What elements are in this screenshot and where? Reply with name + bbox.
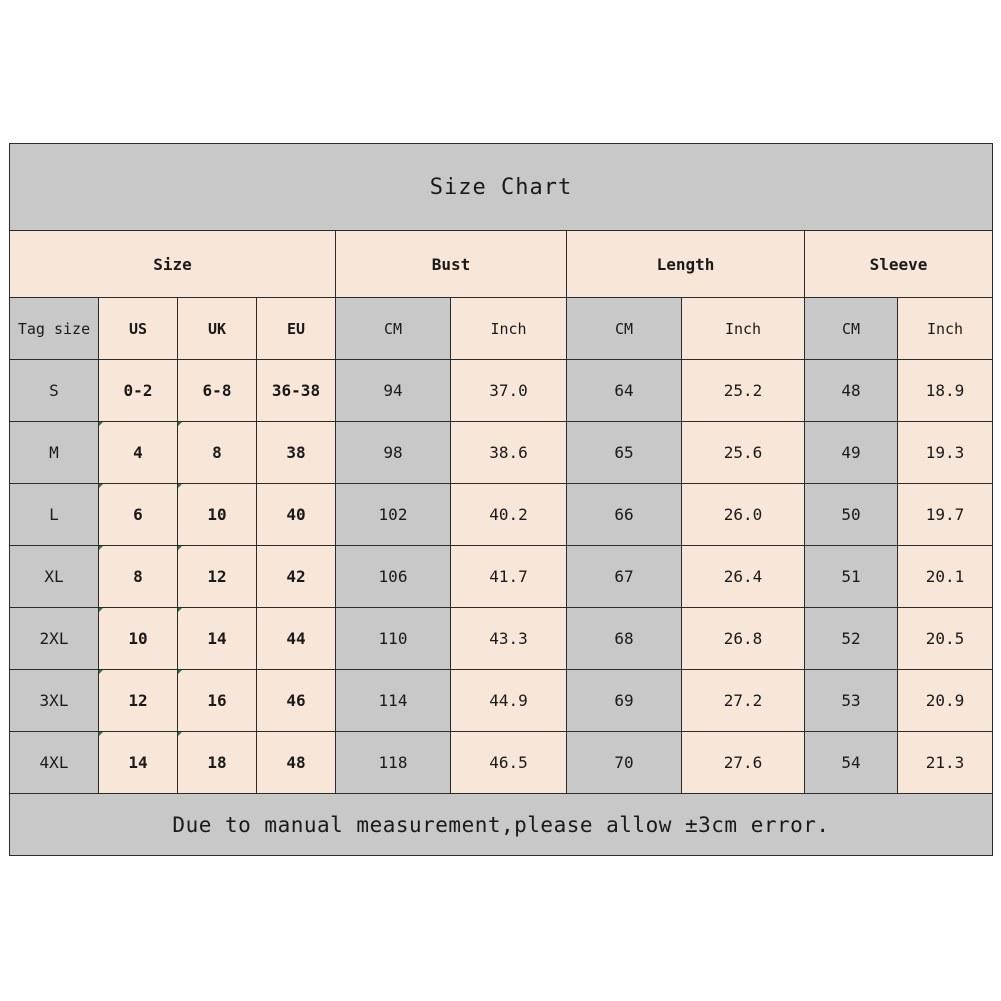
- table-row: [10, 484, 993, 546]
- bust-inch-cell: 43.3: [451, 608, 567, 670]
- chart-title: Size Chart: [10, 144, 993, 231]
- uk-cell: 16: [178, 670, 257, 732]
- sleeve-cm-cell: 50: [805, 484, 898, 546]
- eu-cell: 40: [257, 484, 336, 546]
- bust-cm-cell: 98: [336, 422, 451, 484]
- sleeve-inch-cell: 20.5: [898, 608, 993, 670]
- bust-cm-cell: 102: [336, 484, 451, 546]
- eu-header: EU: [257, 298, 336, 360]
- bust-cm-cell: 110: [336, 608, 451, 670]
- length-cm-cell: 67: [567, 546, 682, 608]
- tag-size-cell: L: [10, 484, 99, 546]
- sleeve-group-header: Sleeve: [805, 231, 993, 298]
- tag-size-cell: S: [10, 360, 99, 422]
- sleeve-inch-cell: 20.1: [898, 546, 993, 608]
- bust-inch-cell: 46.5: [451, 732, 567, 794]
- sleeve-cm-cell: 51: [805, 546, 898, 608]
- tag-size-header: Tag size: [10, 298, 99, 360]
- length-cm-cell: 68: [567, 608, 682, 670]
- sleeve-inch-cell: 19.7: [898, 484, 993, 546]
- tag-size-cell: 2XL: [10, 608, 99, 670]
- bust-inch-cell: 40.2: [451, 484, 567, 546]
- uk-cell: 12: [178, 546, 257, 608]
- us-cell: 12: [99, 670, 178, 732]
- us-cell: 14: [99, 732, 178, 794]
- sleeve-cm-cell: 48: [805, 360, 898, 422]
- length-inch-cell: 27.2: [682, 670, 805, 732]
- table-row: [10, 608, 993, 670]
- sleeve-cm-cell: 53: [805, 670, 898, 732]
- length-cm-cell: 70: [567, 732, 682, 794]
- us-cell: 6: [99, 484, 178, 546]
- sleeve-cm-cell: 54: [805, 732, 898, 794]
- length-group-header: Length: [567, 231, 805, 298]
- length-inch-header: Inch: [682, 298, 805, 360]
- tag-size-cell: 4XL: [10, 732, 99, 794]
- sleeve-inch-cell: 18.9: [898, 360, 993, 422]
- length-inch-cell: 26.4: [682, 546, 805, 608]
- length-cm-cell: 66: [567, 484, 682, 546]
- bust-inch-cell: 38.6: [451, 422, 567, 484]
- sleeve-cm-header: CM: [805, 298, 898, 360]
- length-inch-cell: 27.6: [682, 732, 805, 794]
- table-row: [10, 422, 993, 484]
- us-cell: 8: [99, 546, 178, 608]
- eu-cell: 38: [257, 422, 336, 484]
- uk-cell: 6-8: [178, 360, 257, 422]
- length-cm-cell: 65: [567, 422, 682, 484]
- eu-cell: 42: [257, 546, 336, 608]
- bust-cm-header: CM: [336, 298, 451, 360]
- us-cell: 4: [99, 422, 178, 484]
- length-cm-cell: 64: [567, 360, 682, 422]
- measurement-note: Due to manual measurement,please allow ±3cm error.: [10, 794, 993, 856]
- uk-cell: 14: [178, 608, 257, 670]
- eu-cell: 44: [257, 608, 336, 670]
- length-inch-cell: 26.8: [682, 608, 805, 670]
- sleeve-inch-header: Inch: [898, 298, 993, 360]
- bust-inch-cell: 41.7: [451, 546, 567, 608]
- length-inch-cell: 25.2: [682, 360, 805, 422]
- length-inch-cell: 25.6: [682, 422, 805, 484]
- sleeve-cm-cell: 49: [805, 422, 898, 484]
- tag-size-cell: 3XL: [10, 670, 99, 732]
- eu-cell: 48: [257, 732, 336, 794]
- uk-cell: 10: [178, 484, 257, 546]
- size-chart-table: [9, 143, 993, 856]
- table-row: [10, 670, 993, 732]
- uk-cell: 8: [178, 422, 257, 484]
- bust-inch-cell: 44.9: [451, 670, 567, 732]
- length-inch-cell: 26.0: [682, 484, 805, 546]
- us-header: US: [99, 298, 178, 360]
- us-cell: 10: [99, 608, 178, 670]
- bust-inch-cell: 37.0: [451, 360, 567, 422]
- sleeve-inch-cell: 21.3: [898, 732, 993, 794]
- bust-inch-header: Inch: [451, 298, 567, 360]
- length-cm-cell: 69: [567, 670, 682, 732]
- table-row: [10, 360, 993, 422]
- table-row: [10, 546, 993, 608]
- bust-group-header: Bust: [336, 231, 567, 298]
- length-cm-header: CM: [567, 298, 682, 360]
- size-group-header: Size: [10, 231, 336, 298]
- sleeve-inch-cell: 20.9: [898, 670, 993, 732]
- bust-cm-cell: 114: [336, 670, 451, 732]
- tag-size-cell: M: [10, 422, 99, 484]
- table-row: [10, 732, 993, 794]
- sleeve-cm-cell: 52: [805, 608, 898, 670]
- sleeve-inch-cell: 19.3: [898, 422, 993, 484]
- bust-cm-cell: 94: [336, 360, 451, 422]
- eu-cell: 46: [257, 670, 336, 732]
- bust-cm-cell: 118: [336, 732, 451, 794]
- uk-cell: 18: [178, 732, 257, 794]
- uk-header: UK: [178, 298, 257, 360]
- tag-size-cell: XL: [10, 546, 99, 608]
- bust-cm-cell: 106: [336, 546, 451, 608]
- us-cell: 0-2: [99, 360, 178, 422]
- eu-cell: 36-38: [257, 360, 336, 422]
